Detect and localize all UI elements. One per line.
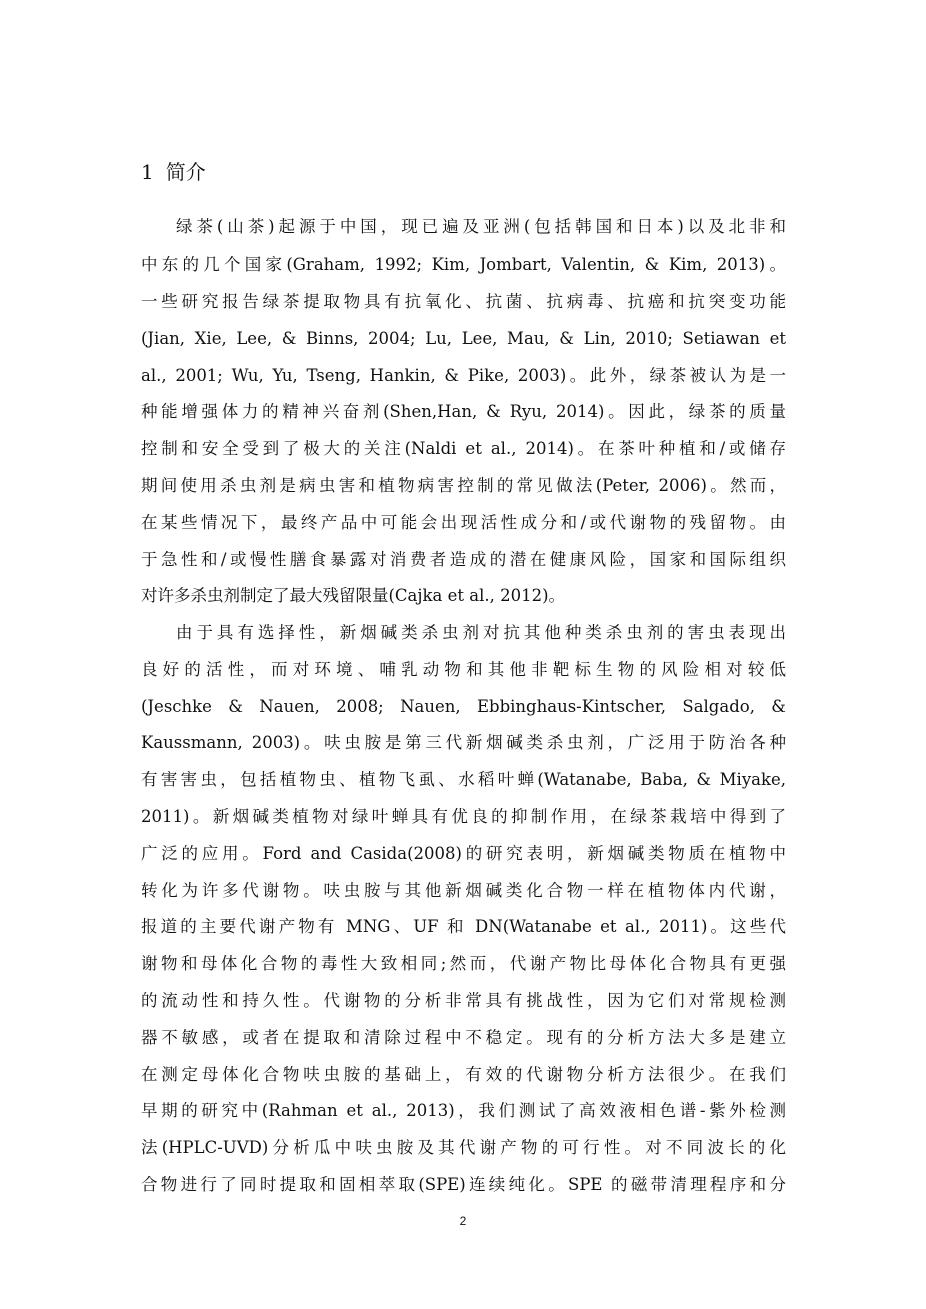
- paragraph-1-line: 中东的几个国家(Graham, 1992; Kim, Jombart, Valentin, & Kim, 2013)。: [141, 255, 786, 274]
- paragraph-1-line: al., 2001; Wu, Yu, Tseng, Hankin, & Pike, 2003)。此外，绿茶被认为是一: [141, 366, 786, 385]
- paragraph-2-line: (Jeschke & Nauen, 2008; Nauen, Ebbinghaus-Kintscher, Salgado, &: [141, 697, 786, 716]
- paragraph-1-line: 于急性和/或慢性膳食暴露对消费者造成的潜在健康风险，国家和国际组织: [141, 550, 786, 569]
- section-heading: [141, 158, 206, 186]
- page-number: 2: [459, 1214, 467, 1228]
- paragraph-1-line: 对许多杀虫剂制定了最大残留限量(Cajka et al., 2012)。: [141, 586, 566, 605]
- paragraph-1-line: 控制和安全受到了极大的关注(Naldi et al., 2014)。在茶叶种植和/或储存: [141, 439, 786, 458]
- paragraph-2-line: 转化为许多代谢物。呋虫胺与其他新烟碱类化合物一样在植物体内代谢，: [141, 881, 786, 900]
- paragraph-2-line: 器不敏感，或者在提取和清除过程中不稳定。现有的分析方法大多是建立: [141, 1028, 786, 1047]
- paragraph-2-line: 广泛的应用。Ford and Casida(2008)的研究表明，新烟碱类物质在植物中: [141, 844, 786, 863]
- paragraph-2-line: 良好的活性，而对环境、哺乳动物和其他非靶标生物的风险相对较低: [141, 660, 786, 679]
- paragraph-2-line: 谢物和母体化合物的毒性大致相同;然而，代谢产物比母体化合物具有更强: [141, 954, 786, 973]
- paragraph-2-line: 合物进行了同时提取和固相萃取(SPE)连续纯化。SPE 的磁带清理程序和分: [141, 1175, 786, 1194]
- paragraph-2-line: 早期的研究中(Rahman et al., 2013)，我们测试了高效液相色谱-紫外检测: [141, 1101, 786, 1120]
- paragraph-1-line: 种能增强体力的精神兴奋剂(Shen,Han, & Ryu, 2014)。因此，绿茶的质量: [141, 402, 786, 421]
- paragraph-1-line: 在某些情况下，最终产品中可能会出现活性成分和/或代谢物的残留物。由: [141, 513, 786, 532]
- paragraph-2-line: 的流动性和持久性。代谢物的分析非常具有挑战性，因为它们对常规检测: [141, 991, 786, 1010]
- paragraph-1-line: 绿茶(山茶)起源于中国，现已遍及亚洲(包括韩国和日本)以及北非和: [176, 217, 786, 236]
- paragraph-1-line: (Jian, Xie, Lee, & Binns, 2004; Lu, Lee, Mau, & Lin, 2010; Setiawan et: [141, 329, 786, 348]
- paragraph-2-line: 在测定母体化合物呋虫胺的基础上，有效的代谢物分析方法很少。在我们: [141, 1065, 786, 1084]
- paragraph-2-line: 由于具有选择性，新烟碱类杀虫剂对抗其他种类杀虫剂的害虫表现出: [176, 623, 786, 642]
- paragraph-1-line: 期间使用杀虫剂是病虫害和植物病害控制的常见做法(Peter, 2006)。然而，: [141, 476, 786, 495]
- paragraph-2-line: 2011)。新烟碱类植物对绿叶蝉具有优良的抑制作用，在绿茶栽培中得到了: [141, 807, 786, 826]
- paragraph-2-line: 有害害虫，包括植物虫、植物飞虱、水稻叶蝉(Watanabe, Baba, & Miyake,: [141, 770, 786, 789]
- paragraph-2-line: Kaussmann, 2003)。呋虫胺是第三代新烟碱类杀虫剂，广泛用于防治各种: [141, 733, 786, 752]
- section-title: 简介: [165, 160, 206, 184]
- paragraph-2-line: 报道的主要代谢产物有 MNG、UF 和 DN(Watanabe et al., 2011)。这些代: [141, 917, 786, 936]
- section-number: 1: [141, 160, 154, 184]
- paragraph-1-line: 一些研究报告绿茶提取物具有抗氧化、抗菌、抗病毒、抗癌和抗突变功能: [141, 292, 786, 311]
- paragraph-2-line: 法(HPLC-UVD)分析瓜中呋虫胺及其代谢产物的可行性。对不同波长的化: [141, 1138, 786, 1157]
